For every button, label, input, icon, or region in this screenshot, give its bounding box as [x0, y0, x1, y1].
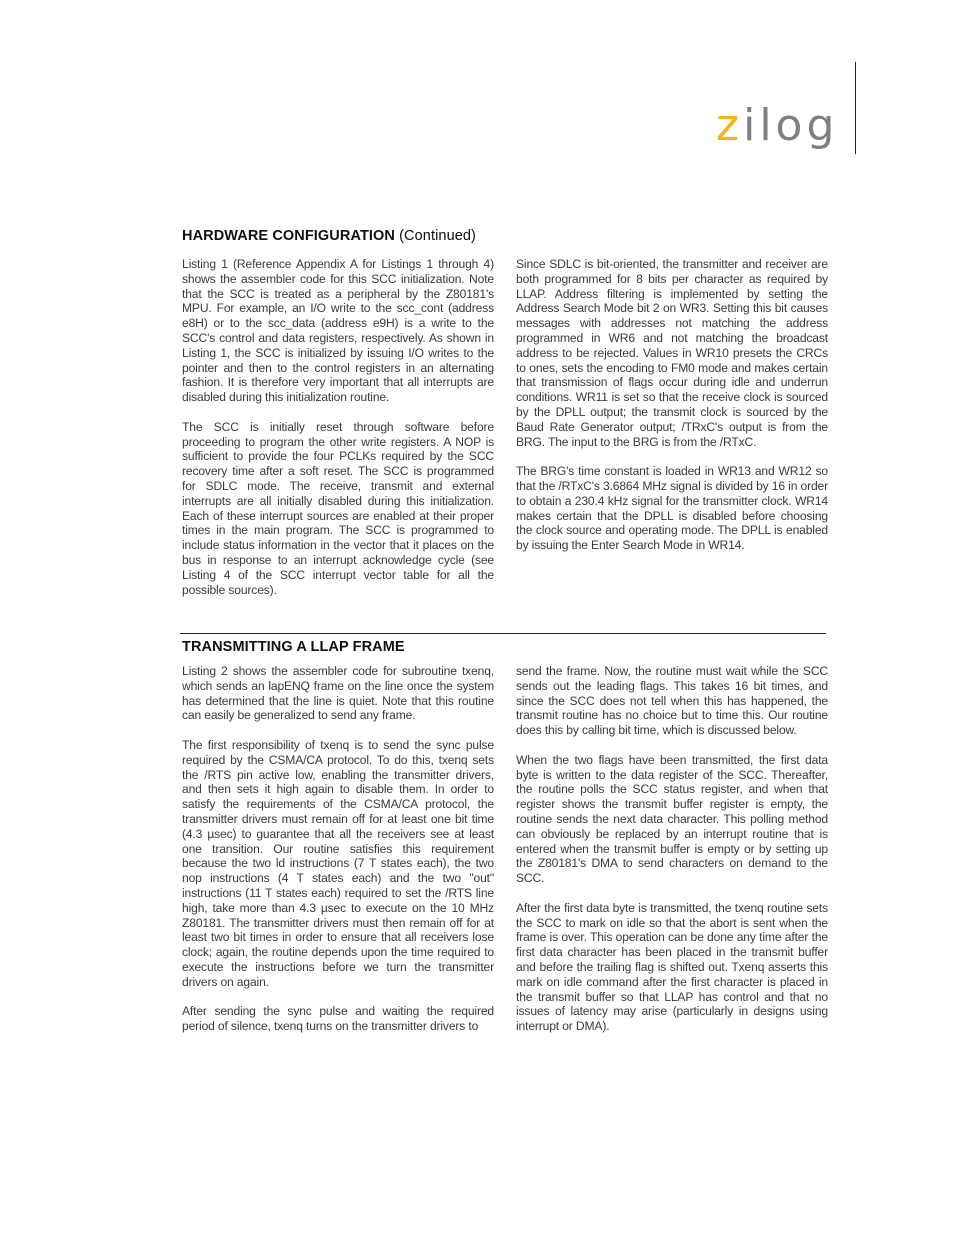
section-title-hardware	[182, 228, 476, 244]
hardware-right-column	[516, 257, 828, 568]
transmitting-left-paragraph-2: The first responsibility of txenq is to send the sync pulse required by the CSMA/CA protocol. To do this, txenq sets the /RTS pin active low, enabling the transmitter drivers, and then sets it high again to disable them. In order to satisfy the requirements of the CSMA/CA protocol, the transmitter drivers must remain off for at least one bit time (4.3 µsec) to guarantee that all the receivers see at least one transition. Our routine satisfies this requirement because the two ld instructions (7 T states each), the two nop instructions (4 T states each) and the two "out" instructions (11 T states each) required to set the /RTS line high, take more than 4.3 µsec to execute on the 10 MHz Z80181. The transmitter drivers must then remain off for at least two bit times in order to ensure that all receivers lose clock; again, the routine depends upon the time required to execute the instructions before we turn the transmitter drivers on again.	[182, 737, 494, 989]
hardware-right-paragraph-2: The BRG's time constant is loaded in WR13 and WR12 so that the /RTxC's 3.6864 MHz signal is divided by 16 in order to obtain a 230.4 kHz signal for the transmitter clock. WR14 makes certain that the DPLL is disabled before choosing the clock source and operating mode. The DPLL is enabled by issuing the Enter Search Mode in WR14.	[516, 464, 828, 553]
logo-letters-rest: ilog	[743, 104, 839, 151]
transmitting-left-column	[182, 664, 494, 1049]
hardware-title: HARDWARE CONFIGURATION	[182, 228, 395, 244]
transmitting-right-column	[516, 664, 828, 1049]
hardware-title-suffix: (Continued)	[399, 228, 476, 244]
zilog-logo-wordmark	[716, 104, 838, 151]
section-divider	[180, 633, 826, 634]
hardware-left-paragraph-1: Listing 1 (Reference Appendix A for Listings 1 through 4) shows the assembler code for this SCC initialization. Note that the SCC is treated as a peripheral by the Z80181's MPU. For example, an I/O write to the scc_cont (address e8H) or to the scc_data (address e9H) is a write to the SCC's control and data registers, respectively. As shown in Listing 1, the SCC is initialized by issuing I/O writes to the pointer and then to the control registers in an alternating fashion. It is therefore very important that all interrupts are disabled during this initialization routine.	[182, 257, 494, 405]
transmitting-left-paragraph-3: After sending the sync pulse and waiting the required period of silence, txenq turns on the transmitter drivers to	[182, 1004, 494, 1034]
transmitting-right-paragraph-2: When the two flags have been transmitted, the first data byte is written to the data register of the SCC. Thereafter, the routine polls the SCC status register, and when that register shows the transmit buffer register is empty, the routine sends the next data character. This polling method can obviously be replaced by an interrupt routine that is entered when the transmit buffer is empty or by setting up the Z80181's DMA to send characters on demand to the SCC.	[516, 752, 828, 886]
header-vertical-rule	[855, 62, 856, 154]
hardware-left-column	[182, 257, 494, 612]
transmitting-right-paragraph-3: After the first data byte is transmitted, the txenq routine sets the SCC to mark on idle so that the abort is sent when the frame is over. This operation can be done any time after the first data character has been placed in the transmit buffer and before the trailing flag is shifted out. Txenq asserts this mark on idle command after the first character is placed in the transmit buffer so that LLAP has control and that no issues of latency may arise (particularly in designs using interrupt or DMA).	[516, 900, 828, 1034]
section-title-transmitting: TRANSMITTING A LLAP FRAME	[182, 639, 405, 655]
transmitting-right-paragraph-1: send the frame. Now, the routine must wait while the SCC sends out the leading flags. This takes 16 bit times, and since the SCC does not tell when this has happened, the transmit routine has no choice but to time this. Our routine does this by calling bit time, which is discussed below.	[516, 664, 828, 738]
logo-letter-z: z	[716, 104, 744, 151]
hardware-left-paragraph-2: The SCC is initially reset through software before proceeding to program the other write registers. A NOP is sufficient to provide the four PCLKs required by the SCC recovery time after a soft reset. The SCC is programmed for SDLC mode. The receive, transmit and external interrupts are all initially disabled during this initialization. Each of these interrupt sources are enabled at their proper times in the main program. The SCC is programmed to include status information in the vector that it places on the bus in response to an interrupt acknowledge cycle (see Listing 4 of the SCC interrupt vector table for all the possible sources).	[182, 419, 494, 597]
zilog-logo	[716, 104, 844, 154]
transmitting-left-paragraph-1: Listing 2 shows the assembler code for subroutine txenq, which sends an lapENQ frame on the line once the system has determined that the line is quiet. Note that this routine can easily be generalized to send any frame.	[182, 664, 494, 723]
zilog-logo-mark	[716, 104, 844, 156]
hardware-right-paragraph-1: Since SDLC is bit-oriented, the transmitter and receiver are both programmed for 8 bits per character as required by LLAP. Address filtering is implemented by setting the Address Search Mode bit 2 on WR3. Setting this bit causes messages with addresses not matching the address programmed in WR6 and not matching the broadcast address to be rejected. Values in WR10 presets the CRCs to ones, sets the encoding to FM0 mode and makes certain that transmission of flags occur during idle and underrun conditions. WR11 is set so that the receive clock is sourced by the DPLL output; the transmit clock is sourced by the Baud Rate Generator output; /TRxC's output is from the BRG. The input to the BRG is from the /RTxC.	[516, 257, 828, 449]
